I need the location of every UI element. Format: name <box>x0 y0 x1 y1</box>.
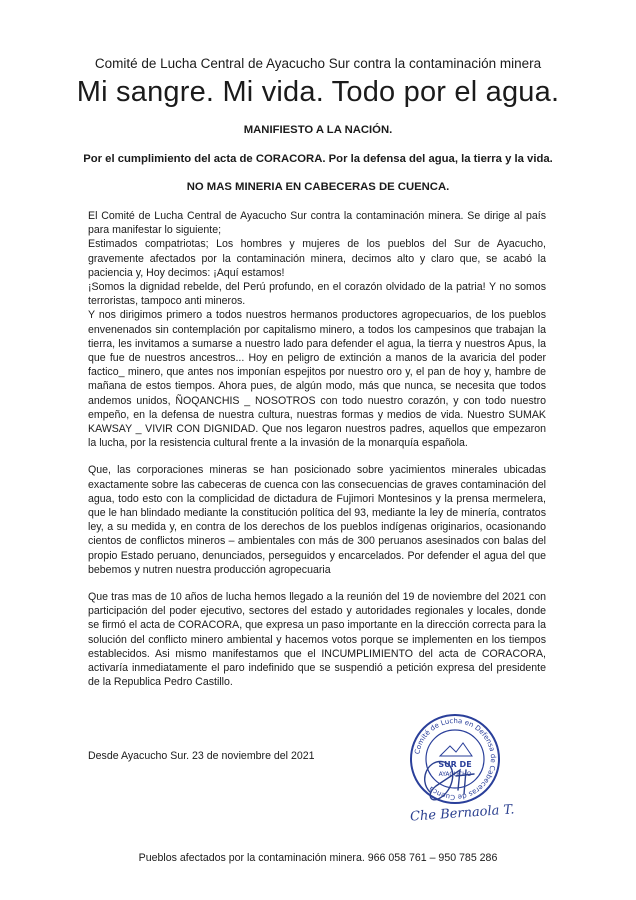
paragraph-greeting: Estimados compatriotas; Los hombres y mujeres de los pueblos del Sur de Ayacucho, gravemente afectados por la contaminación minera, decimos alto y claro que, se acabó la paciencia y, Hoy decimos: ¡Aquí estamos! <box>88 238 546 279</box>
paragraph-corporations: Que, las corporaciones mineras se han posicionado sobre yacimientos minerales ubicadas exactamente sobre las cabeceras de cuenca con las consecuencias de graves contaminación del agua, todo esto con la complicidad de dictadura de Fujimori Montesinos y la prensa mermelera, que le han blindado mediante la constitución política del 93, mediante la ley de minería, contratos ley, a su medida y, en contra de los derechos de los pueblos indígenas originarios, ocasionando cientos de conflictos mineros – ambientales con más de 300 peruanos asesinados con balas del propio Estado peruano, denunciados, perseguidos y encarcelados. Por defender el agua del que bebemos y nutren nuestra producción agropecuaria <box>88 464 546 576</box>
manifesto-heading: MANIFIESTO A LA NACIÓN. <box>243 124 393 136</box>
manifesto-body <box>88 209 546 690</box>
slogan-heading: NO MAS MINERIA EN CABECERAS DE CUENCA. <box>186 181 450 193</box>
paragraph-dignity: ¡Somos la dignidad rebelde, del Perú profundo, en el corazón olvidado de la patria! Y no somos terroristas, tampoco anti mineros. <box>88 281 546 308</box>
paragraph-intro: El Comité de Lucha Central de Ayacucho Sur contra la contaminación minera. Se dirige al país para manifestar lo siguiente; <box>88 210 546 237</box>
seal-center-bottom: AYACUCHO <box>438 771 472 778</box>
seal-center-top: SUR DE <box>438 760 472 769</box>
signature-scribble <box>400 740 540 840</box>
signing-date: Desde Ayacucho Sur. 23 de noviembre del 2021 <box>88 750 315 762</box>
footer-contact: Pueblos afectados por la contaminación minera. 966 058 761 – 950 785 286 <box>138 852 498 864</box>
purpose-heading: Por el cumplimiento del acta de CORACORA. Por la defensa del agua, la tierra y la vida. <box>83 153 553 165</box>
seal-ring-text: Comité de Lucha en Defensa de Cabeceras de Cuenca <box>413 716 498 802</box>
paragraph-agreement: Que tras mas de 10 años de lucha hemos llegado a la reunión del 19 de noviembre del 2021 con participación del poder ejecutivo, sectores del estado y autoridades regionales y locales, donde se firmó el acta de CORACORA, que expresa un paso importante en la dirección correcta para la solución del conflicto minero ambiental y hacemos votos porque se implementen en los tiempos establecidos. Asi mismo manifestamos que el INCUMPLIMIENTO del acta de CORACORA, activaría inmediatamente el paro indefinido que se suspendió a petición expresa del presidente de la Republica Pedro Castillo. <box>88 591 546 689</box>
paragraph-call: Y nos dirigimos primero a todos nuestros hermanos productores agropecuarios, de los pueblos envenenados sin contemplación por capitalismo minero, a todos los campesinos que trabajan la tierra, les invitamos a sumarse a nuestro lado para defender el agua, la tierra y nuestros Apus, la que fue de nuestros ancestros... Hoy en peligro de extinción a manos de la avaricia del poder factico_ minero, que antes nos imponían espejitos por nuestro oro y, el pan de hoy y, hambre de mañana de estos tiempos. Ahora pues, de algún modo, más que nunca, se necesita que todos andemos unidos, ÑOQANCHIS _ NOSOTROS con todo nuestro corazón, y con todo nuestro empeño, en la defensa de nuestra cultura, nuestras formas y medios de vida. Nuestro SUMAK KAWSAY _ VIVIR CON DIGNIDAD. Que nos legaron nuestros padres, aquellos que empezaron la lucha, por la resistencia cultural frente a la invasión de la monarquía española. <box>88 309 546 450</box>
motto-title: Mi sangre. Mi vida. Todo por el agua. <box>76 76 560 108</box>
committee-name: Comité de Lucha Central de Ayacucho Sur contra la contaminación minera <box>94 56 542 71</box>
signature-name: Che Bernaola T. <box>409 802 515 825</box>
